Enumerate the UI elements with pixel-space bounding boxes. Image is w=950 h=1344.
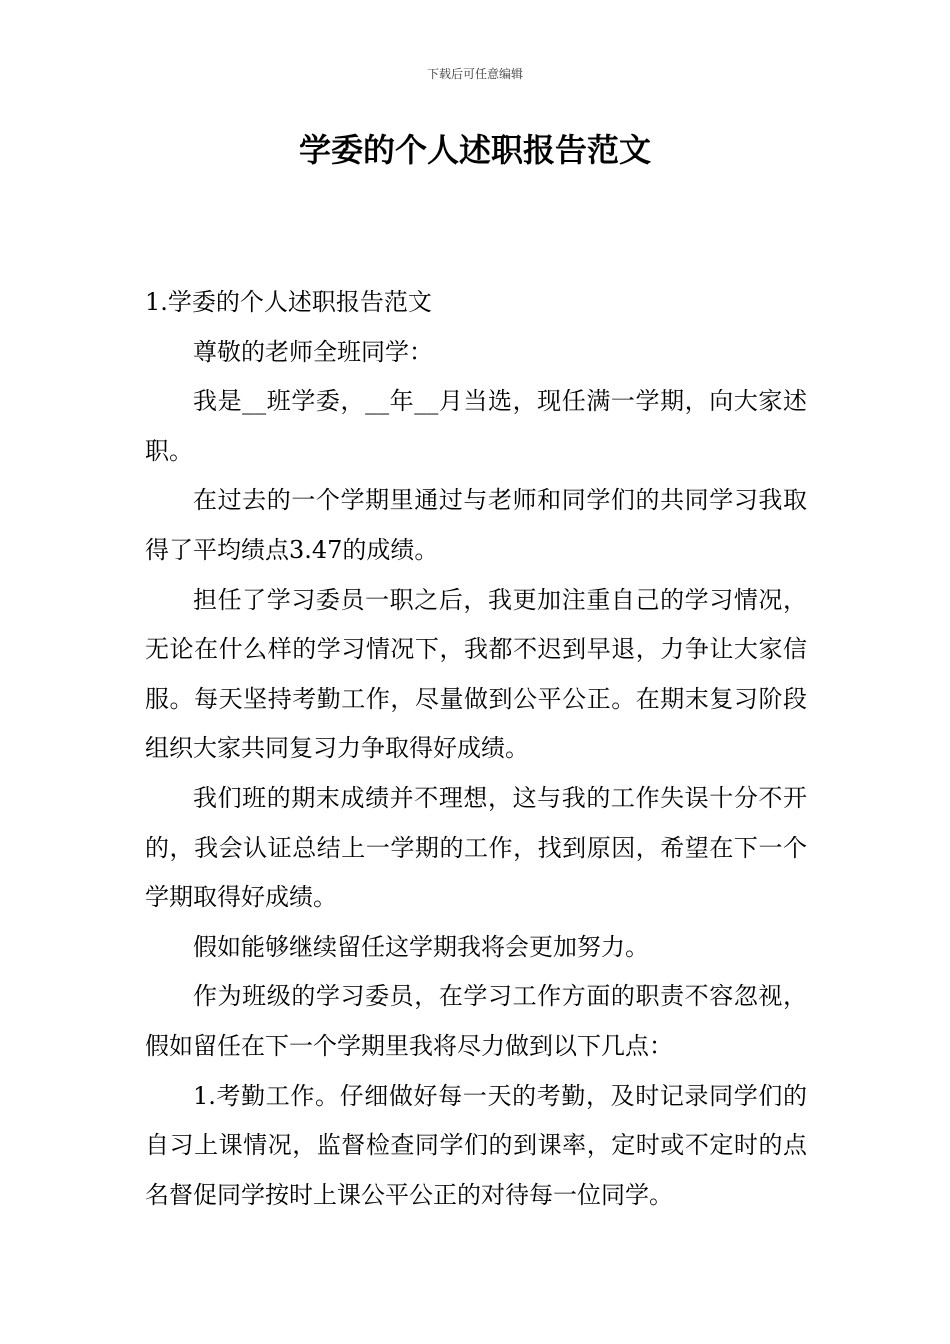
paragraph: 在过去的一个学期里通过与老师和同学们的共同学习我取得了平均绩点3.47的成绩。 [145, 486, 807, 564]
paragraph: 假如能够继续留任这学期我将会更加努力。 [193, 932, 649, 961]
header-note: 下载后可任意编辑 [426, 67, 523, 81]
paragraph: 我是__班学委，__年__月当选，现任满一学期，向大家述职。 [145, 387, 807, 465]
paragraph: 作为班级的学习委员，在学习工作方面的职责不容忽视，假如留任在下一个学期里我将尽力做到以下几点： [145, 982, 807, 1060]
section-heading: 1.学委的个人述职报告范文 [145, 288, 432, 316]
paragraph: 担任了学习委员一职之后，我更加注重自己的学习情况，无论在什么样的学习情况下，我都不迟到早退，力争让大家信服。每天坚持考勤工作，尽量做到公平公正。在期末复习阶段组织大家共同复习力争取得好成绩。 [145, 585, 807, 763]
salutation: 尊敬的老师全班同学： [193, 337, 433, 366]
document-title: 学委的个人述职报告范文 [298, 131, 651, 169]
document-body [145, 278, 807, 1220]
paragraph: 我们班的期末成绩并不理想，这与我的工作失误十分不开的，我会认证总结上一学期的工作，找到原因，希望在下一个学期取得好成绩。 [145, 783, 807, 912]
list-item: 1.考勤工作。仔细做好每一天的考勤，及时记录同学们的自习上课情况，监督检查同学们的到课率，定时或不定时的点名督促同学按时上课公平公正的对待每一位同学。 [145, 1081, 807, 1209]
